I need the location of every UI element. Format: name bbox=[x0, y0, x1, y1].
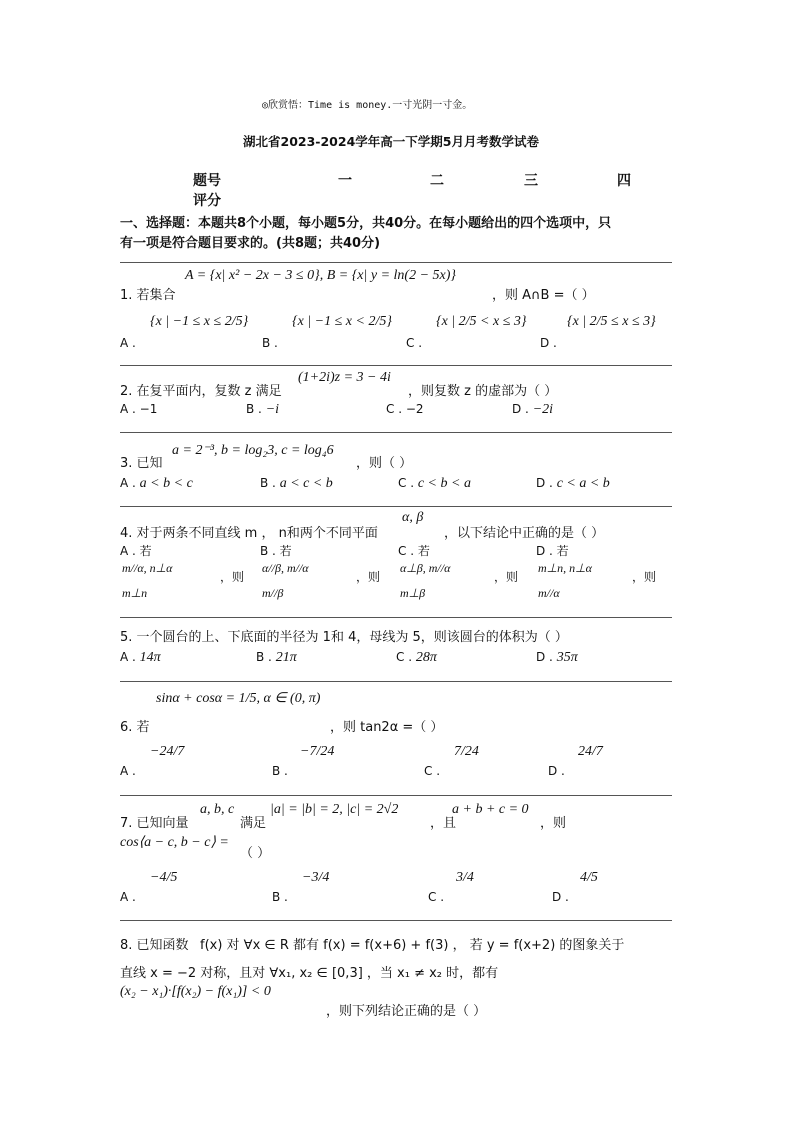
question-4-option-c-then: ，则 bbox=[494, 570, 519, 584]
question-8-line3: (x₂ − x₁)·[f(x₂) − f(x₁)] < 0 bbox=[120, 984, 271, 999]
question-1-tail: ，则 A∩B =（ ） bbox=[492, 288, 595, 303]
score-table-row-label: 评分 bbox=[193, 193, 221, 209]
divider bbox=[120, 432, 672, 433]
question-4-stem: 4. 对于两条不同直线 m ， n和两个不同平面 bbox=[120, 526, 378, 541]
question-6-option-c: 7/24 bbox=[454, 744, 479, 759]
question-1-option-c: {x | 2/5 < x ≤ 3} bbox=[436, 314, 527, 329]
question-6-option-d-label[interactable]: D . bbox=[548, 764, 565, 778]
question-1-option-a: {x | −1 ≤ x ≤ 2/5} bbox=[150, 314, 249, 329]
divider bbox=[120, 920, 672, 921]
question-3-option-b[interactable]: B . a < c < b bbox=[260, 476, 333, 491]
score-col-2: 二 bbox=[430, 173, 444, 189]
section-instruction-line1: 一、选择题：本题共8个小题，每小题5分，共40分。在每小题给出的四个选项中，只 bbox=[120, 216, 612, 231]
question-3-math: a = 2⁻³, b = log₂3, c = log₄6 bbox=[172, 443, 334, 458]
question-7-option-b: −3/4 bbox=[302, 870, 330, 885]
question-7-tail2: ，则 bbox=[540, 816, 567, 831]
question-4-option-b-result: m//β bbox=[262, 586, 284, 600]
section-instruction-line2: 有一项是符合题目要求的。(共8题；共40分) bbox=[120, 236, 381, 251]
divider bbox=[120, 506, 672, 507]
question-4-option-d-then: ，则 bbox=[632, 570, 657, 584]
question-2-tail: ，则复数 z 的虚部为（ ） bbox=[408, 384, 558, 399]
question-7-option-a: −4/5 bbox=[150, 870, 178, 885]
question-8-line3-tail: ，则下列结论正确的是（ ） bbox=[326, 1004, 487, 1019]
question-3-stem: 3. 已知 bbox=[120, 456, 163, 471]
question-4-option-c-label[interactable]: C . 若 bbox=[398, 544, 430, 558]
question-1-option-a-label[interactable]: A . bbox=[120, 336, 136, 350]
question-7-option-c-label[interactable]: C . bbox=[428, 890, 445, 904]
divider bbox=[120, 365, 672, 366]
question-4-option-c-cond: α⊥β, m//α bbox=[400, 561, 451, 575]
question-6-option-b: −7/24 bbox=[300, 744, 335, 759]
question-1-option-d: {x | 2/5 ≤ x ≤ 3} bbox=[567, 314, 656, 329]
question-6-option-b-label[interactable]: B . bbox=[272, 764, 288, 778]
question-2-math: (1+2i)z = 3 − 4i bbox=[298, 370, 391, 385]
question-1-option-b-label[interactable]: B . bbox=[262, 336, 278, 350]
question-7-option-d-label[interactable]: D . bbox=[552, 890, 569, 904]
question-6-tail: ，则 tan2α =（ ） bbox=[330, 720, 444, 735]
question-6-stem: 6. 若 bbox=[120, 720, 150, 735]
question-4-option-d-label[interactable]: D . 若 bbox=[536, 544, 569, 558]
question-5-option-a[interactable]: A . 14π bbox=[120, 650, 161, 665]
question-8-line2: 直线 x = −2 对称，且对 ∀x₁, x₂ ∈ [0,3] ，当 x₁ ≠ x₂ 时，都有 bbox=[120, 966, 499, 981]
question-6-option-d: 24/7 bbox=[578, 744, 603, 759]
question-6-math: sinα + cosα = 1/5, α ∈ (0, π) bbox=[156, 691, 321, 706]
question-6-option-a-label[interactable]: A . bbox=[120, 764, 136, 778]
question-7-tail: ，且 bbox=[430, 816, 457, 831]
question-7-line2-tail: （ ） bbox=[240, 846, 271, 861]
question-4-option-a-then: ，则 bbox=[220, 570, 245, 584]
page-title: 湖北省2023-2024学年高一下学期5月月考数学试卷 bbox=[243, 134, 539, 149]
question-4-option-b-then: ，则 bbox=[356, 570, 381, 584]
question-7-math-sum: a + b + c = 0 bbox=[452, 802, 529, 817]
score-col-3: 三 bbox=[524, 173, 538, 189]
divider bbox=[120, 681, 672, 682]
divider bbox=[120, 262, 672, 263]
question-6-option-a: −24/7 bbox=[150, 744, 185, 759]
question-7-option-a-label[interactable]: A . bbox=[120, 890, 136, 904]
question-4-option-d-cond: m⊥n, n⊥α bbox=[538, 561, 592, 575]
question-4-option-b-label[interactable]: B . 若 bbox=[260, 544, 292, 558]
question-2-option-a[interactable]: A . −1 bbox=[120, 402, 158, 416]
score-col-1: 一 bbox=[338, 173, 352, 189]
question-7-option-b-label[interactable]: B . bbox=[272, 890, 288, 904]
divider bbox=[120, 795, 672, 796]
question-5-option-b[interactable]: B . 21π bbox=[256, 650, 297, 665]
question-3-option-d[interactable]: D . c < a < b bbox=[536, 476, 610, 491]
score-table-col-label: 题号 bbox=[193, 173, 221, 189]
question-4-option-b-cond: α//β, m//α bbox=[262, 561, 309, 575]
question-5-stem: 5. 一个圆台的上、下底面的半径为 1和 4，母线为 5，则该圆台的体积为（ ） bbox=[120, 630, 568, 645]
question-1-option-d-label[interactable]: D . bbox=[540, 336, 557, 350]
question-8-stem: 8. 已知函数 bbox=[120, 938, 189, 953]
question-1-math: A = {x| x² − 2x − 3 ≤ 0}, B = {x| y = ln(2 − 5x)} bbox=[185, 268, 457, 283]
question-4-option-c-result: m⊥β bbox=[400, 586, 426, 600]
question-7-math-vectors: a, b, c bbox=[200, 802, 235, 817]
question-2-option-d[interactable]: D . −2i bbox=[512, 402, 554, 417]
question-2-stem: 2. 在复平面内，复数 z 满足 bbox=[120, 384, 282, 399]
question-6-option-c-label[interactable]: C . bbox=[424, 764, 441, 778]
question-7-stem: 7. 已知向量 bbox=[120, 816, 189, 831]
motto: ◎欣赏悟：Time is money.一寸光阴一寸金。 bbox=[262, 100, 473, 111]
question-5-option-c[interactable]: C . 28π bbox=[396, 650, 437, 665]
question-3-tail: ，则（ ） bbox=[356, 456, 413, 471]
question-4-math: α, β bbox=[402, 510, 424, 525]
question-1-option-b: {x | −1 ≤ x < 2/5} bbox=[292, 314, 392, 329]
question-4-option-a-label[interactable]: A . 若 bbox=[120, 544, 152, 558]
question-1-option-c-label[interactable]: C . bbox=[406, 336, 423, 350]
question-4-option-a-result: m⊥n bbox=[122, 586, 148, 600]
question-2-option-c[interactable]: C . −2 bbox=[386, 402, 424, 416]
question-4-option-a-cond: m//α, n⊥α bbox=[122, 561, 173, 575]
question-2-option-b[interactable]: B . −i bbox=[246, 402, 280, 417]
question-1-stem: 1. 若集合 bbox=[120, 288, 176, 303]
question-4-tail: ，以下结论中正确的是（ ） bbox=[444, 526, 605, 541]
question-7-mid: 满足 bbox=[240, 816, 267, 831]
question-7-math-norms: |a| = |b| = 2, |c| = 2√2 bbox=[270, 802, 399, 817]
question-4-option-d-result: m//α bbox=[538, 586, 560, 600]
question-3-option-c[interactable]: C . c < b < a bbox=[398, 476, 471, 491]
question-8-line1: f(x) 对 ∀x ∈ R 都有 f(x) = f(x+6) + f(3) ， 若 y = f(x+2) 的图象关于 bbox=[200, 938, 625, 953]
question-5-option-d[interactable]: D . 35π bbox=[536, 650, 578, 665]
question-3-option-a[interactable]: A . a < b < c bbox=[120, 476, 193, 491]
question-7-option-d: 4/5 bbox=[580, 870, 598, 885]
question-7-line2: cos⟨a − c, b − c⟩ = bbox=[120, 835, 229, 850]
score-col-4: 四 bbox=[617, 173, 631, 189]
divider bbox=[120, 617, 672, 618]
question-7-option-c: 3/4 bbox=[456, 870, 474, 885]
